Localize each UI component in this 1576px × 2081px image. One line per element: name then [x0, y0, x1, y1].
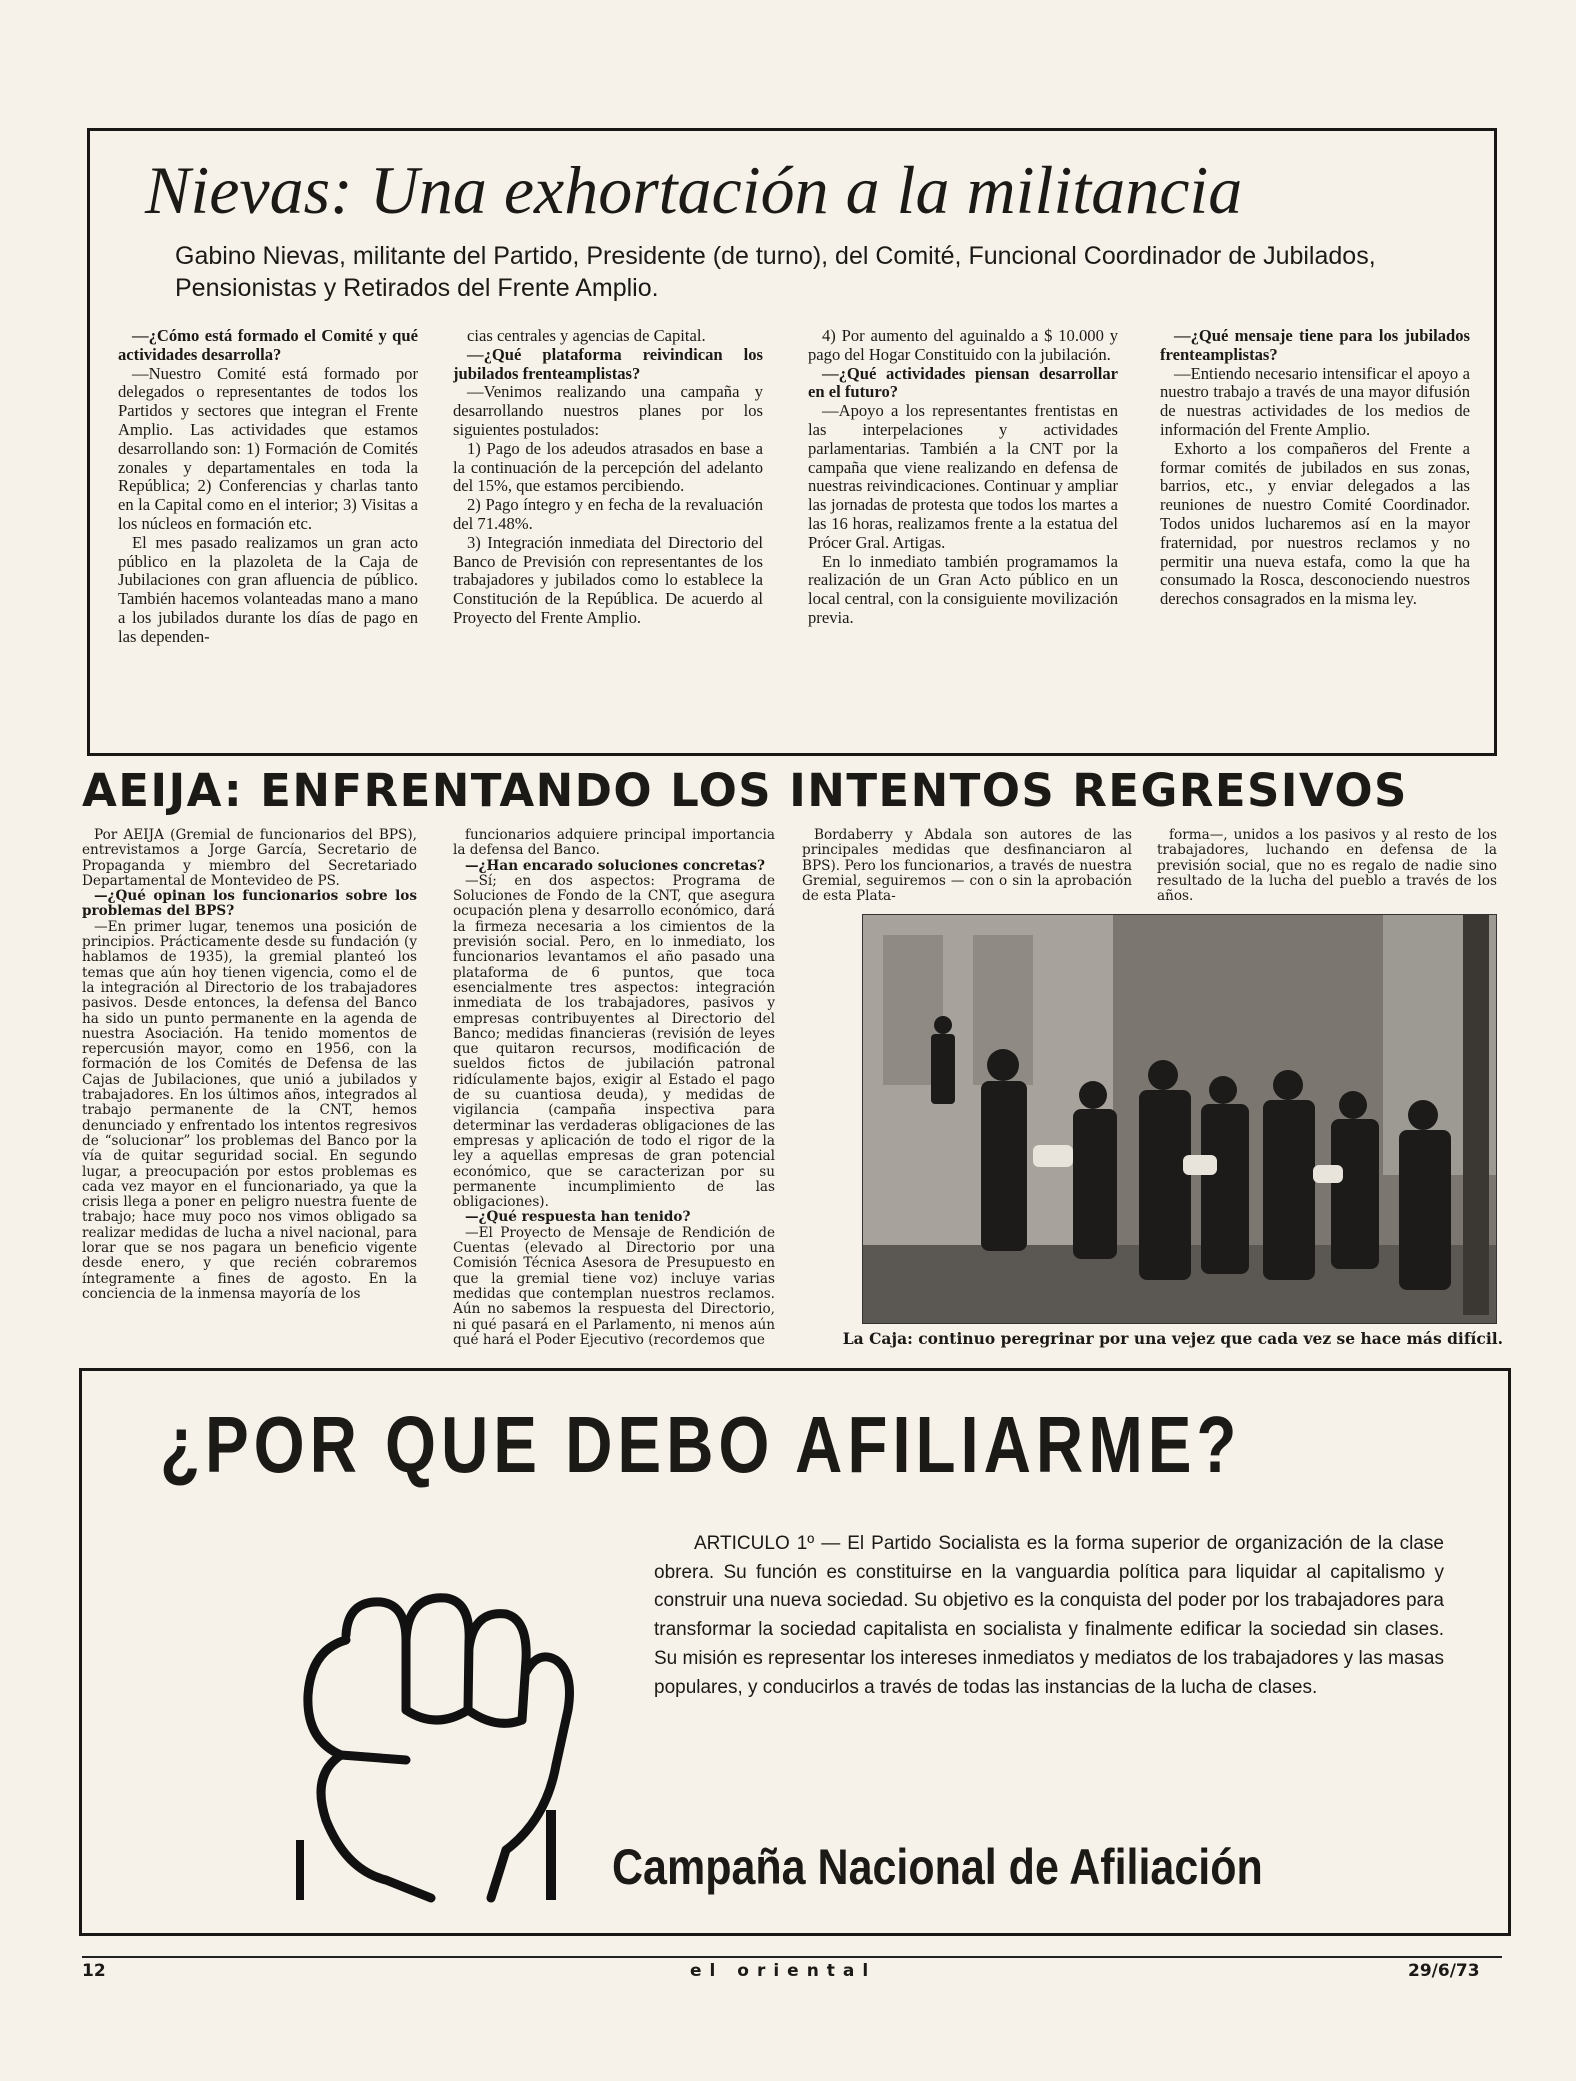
paragraph: —En primer lugar, tenemos una posición de principios. Prácticamente desde su fundación (y hablamos de 1935), la gremial planteó los temas que aún hoy tienen vigencia, como el de la integración al Directorio de los trabajadores pasivos. Desde entonces, la defensa del Banco ha sido un punto permanente en la agenda de nuestra Asociación. Ha tenido momentos de repercusión mayor, como en 1956, con la formación de los Comités de Defensa de las Cajas de Jubilaciones, que unió a jubilados y trabajadores. En los últimos años, integrados al trabajo permanente de la CNT, hemos denunciado y enfrentado los intentos regresivos de “solucionar” los problemas del Banco por la vía de quitar seguridad social. En segundo lugar, a preocupación por estos problemas es cada vez mayor en el funcionariado, ya que la crisis llega a poner en peligro nuestra fuente de trabajo; hace muy poco nos vimos obligado sa realizar medidas de lucha a nivel nacional, para lorar que se nos pagara un beneficio vigente desde enero, y que recién cobraremos íntegramente a fines de agosto. En la conciencia de la inmensa mayoría de los	[82, 918, 417, 1302]
aeija-column-2	[453, 828, 775, 1353]
nievas-headline: Nievas: Una exhortación a la militancia	[145, 152, 1243, 228]
raised-fist-icon	[256, 1580, 596, 1910]
nievas-column-4	[1160, 327, 1470, 723]
aeija-column-1	[82, 828, 417, 1353]
issue-date: 29/6/73	[1408, 1961, 1480, 1981]
paragraph: —¿Qué actividades piensan desarrollar en el futuro?	[808, 363, 1118, 402]
paragraph: forma—, unidos a los pasivos y al resto de los trabajadores, luchando en defensa de la previsión social, que no es regalo de nadie sino resultado de la lucha del pueblo a través de los años.	[1157, 828, 1497, 905]
paragraph: —Venimos realizando una campaña y desarrollando nuestros planes por los siguientes postulados:	[453, 382, 763, 439]
paragraph: cias centrales y agencias de Capital.	[467, 327, 706, 345]
paragraph: El mes pasado realizamos un gran acto público en la plazoleta de la Caja de Jubilaciones con gran afluencia de público. También hacemos volanteadas mano a mano a los jubilados durante los días de pago en las dependen-	[118, 532, 418, 646]
nievas-deck: Gabino Nievas, militante del Partido, Presidente (de turno), del Comité, Funcional Coordinador de Jubilados, Pensionistas y Retirados del Frente Amplio.	[175, 242, 1376, 302]
photo-caption: La Caja: continuo peregrinar por una vejez que cada vez se hace más difícil.	[842, 1329, 1503, 1348]
paragraph: —Nuestro Comité está formado por delegados o representantes de todos los Partidos y sectores que integran el Frente Amplio. Las actividades que estamos desarrollando son: 1) Formación de Comités zonales y departamentales en toda la República; 2) Conferencias y charlas tanto en la Capital como en el interior; 3) Visitas a los núcleos en formación etc.	[118, 363, 418, 533]
paragraph: —El Proyecto de Mensaje de Rendición de Cuentas (elevado al Directorio por una Comisión Técnica Asesora de Presupuesto en que la gremial tiene voz) incluye varias medidas que contemplan nuestros reclamos. Aún no sabemos la respuesta del Directorio, ni qué pasará en el Parlamento, ni menos aún qué hará el Poder Ejecutivo (recordemos que	[453, 1224, 775, 1348]
paragraph: —Entiendo necesario intensificar el apoyo a nuestro trabajo a través de una mayor difusión de nuestras actividades de los medios de información del Frente Amplio.	[1160, 363, 1470, 439]
paragraph: 4) Por aumento del aguinaldo a $ 10.000 y pago del Hogar Constituido con la jubilación.	[808, 327, 1118, 364]
paragraph: —Apoyo a los representantes frentistas en las interpelaciones y actividades parlamentarias. También a la CNT por la campaña que viene realizando en defensa de nuestras reivindicaciones. Continuar y ampliar las jornadas de protesta que todos los martes a las 16 horas, realizamos frente a la estatua del Prócer Gral. Artigas.	[808, 401, 1118, 552]
paragraph: —¿Cómo está formado el Comité y qué actividades desarrolla?	[118, 327, 418, 364]
paragraph: —¿Qué opinan los funcionarios sobre los problemas del BPS?	[82, 888, 417, 920]
paragraph: —¿Qué plataforma reivindican los jubilados frenteamplistas?	[453, 344, 763, 383]
paragraph: 3) Integración inmediata del Directorio del Banco de Previsión con representantes de los trabajadores y jubilados como lo establece la Constitución de la República. De acuerdo al Proyecto del Frente Amplio.	[453, 532, 763, 627]
ad-headline: ¿POR QUE DEBO AFILIARME?	[160, 1400, 1242, 1489]
article-one-text	[654, 1530, 1444, 1702]
paragraph: Exhorto a los compañeros del Frente a formar comités de jubilados en sus zonas, barrios, etc., y enviar delegados a las reuniones de nuestro Comité Coordinador. Todos unidos lucharemos así en la mayor fraternidad, por nuestros reclamos y no permitir una nueva estafa, como la que ha consumado la Rosca, desconociendo nuestros derechos consagrados en la misma ley.	[1160, 438, 1470, 609]
page-footer	[0, 1961, 1576, 1989]
nievas-column-2	[453, 327, 763, 723]
paragraph: Bordaberry y Abdala son autores de las principales medidas que desfinanciaron al BPS). Pero los funcionarios, a través de nuestra Gremial, seguiremos — con o sin la aprobación de esta Plata-	[802, 828, 1132, 905]
footer-rule	[82, 1956, 1502, 1958]
page-number: 12	[82, 1961, 106, 1981]
paragraph: 1) Pago de los adeudos atrasados en base a la continuación de la percepción del adelanto del 15%, que estamos percibiendo.	[453, 438, 763, 496]
paragraph: 2) Pago íntegro y en fecha de la revaluación del 71.48%.	[453, 495, 763, 533]
paragraph: —¿Qué mensaje tiene para los jubilados frenteamplistas?	[1160, 327, 1470, 364]
aeija-column-4	[1157, 828, 1497, 910]
crowd-photo-illustration	[863, 915, 1497, 1324]
publication-name: el oriental	[690, 1961, 877, 1981]
paragraph: ARTICULO 1º — El Partido Socialista es la forma superior de organización de la clase obrera. Su función es constituirse en la vanguardia política para liquidar al capitalismo y construir una nueva sociedad. Su objetivo es la conquista del poder por los trabajadores para transformar la sociedad capitalista en socialista y finalmente edificar la sociedad sin clases. Su misión es representar los intereses inmediatos y mediatos de los trabajadores y las masas populares, y conducirlos a través de todas las instancias de la lucha de clases.	[654, 1533, 1444, 1698]
crowd-photo	[862, 914, 1497, 1324]
paragraph: —Sí; en dos aspectos: Programa de Soluciones de Fondo de la CNT, que asegura ocupación plena y desarrollo económico, dará la firmeza necesaria a los cimientos de la previsión social. Pero, en lo inmediato, los funcionarios levantamos el año pasado una plataforma de 6 puntos, que toca esencialmente tres aspectos: integración inmediata de los trabajadores, pasivos y empresas contribuyentes al Directorio del Banco; medidas financieras (revisión de leyes que quitaron recursos, modificación de sueldos fictos de jubilación patronal ridículamente bajos, exigir al Estado el pago de su cuantiosa deuda), y medidas de vigilancia (campaña inspectiva para determinar las verdaderas obligaciones de las empresas y aplicación de todo el rigor de la ley a aquellas empresas de gran potencial económico, que se caracterizan por su permanente incumplimiento de las obligaciones).	[453, 872, 775, 1211]
aeija-headline: AEIJA: ENFRENTANDO LOS INTENTOS REGRESIVOS	[82, 764, 1408, 817]
paragraph: Por AEIJA (Gremial de funcionarios del BPS), entrevistamos a Jorge García, Secretario de Propaganda y miembro del Secretariado Departamental de Montevideo de PS.	[82, 828, 417, 889]
paragraph: En lo inmediato también programamos la realización de un Gran Acto público en un local central, con la consiguiente movilización previa.	[808, 551, 1118, 627]
paragraph: —¿Qué respuesta han tenido?	[465, 1209, 691, 1226]
campaign-title: Campaña Nacional de Afiliación	[612, 1839, 1263, 1895]
paragraph: funcionarios adquiere principal importancia la defensa del Banco.	[453, 828, 775, 859]
aeija-column-3	[802, 828, 1132, 910]
nievas-column-3	[808, 327, 1118, 723]
paragraph: —¿Han encarado soluciones concretas?	[465, 857, 765, 874]
nievas-column-1	[118, 327, 418, 723]
